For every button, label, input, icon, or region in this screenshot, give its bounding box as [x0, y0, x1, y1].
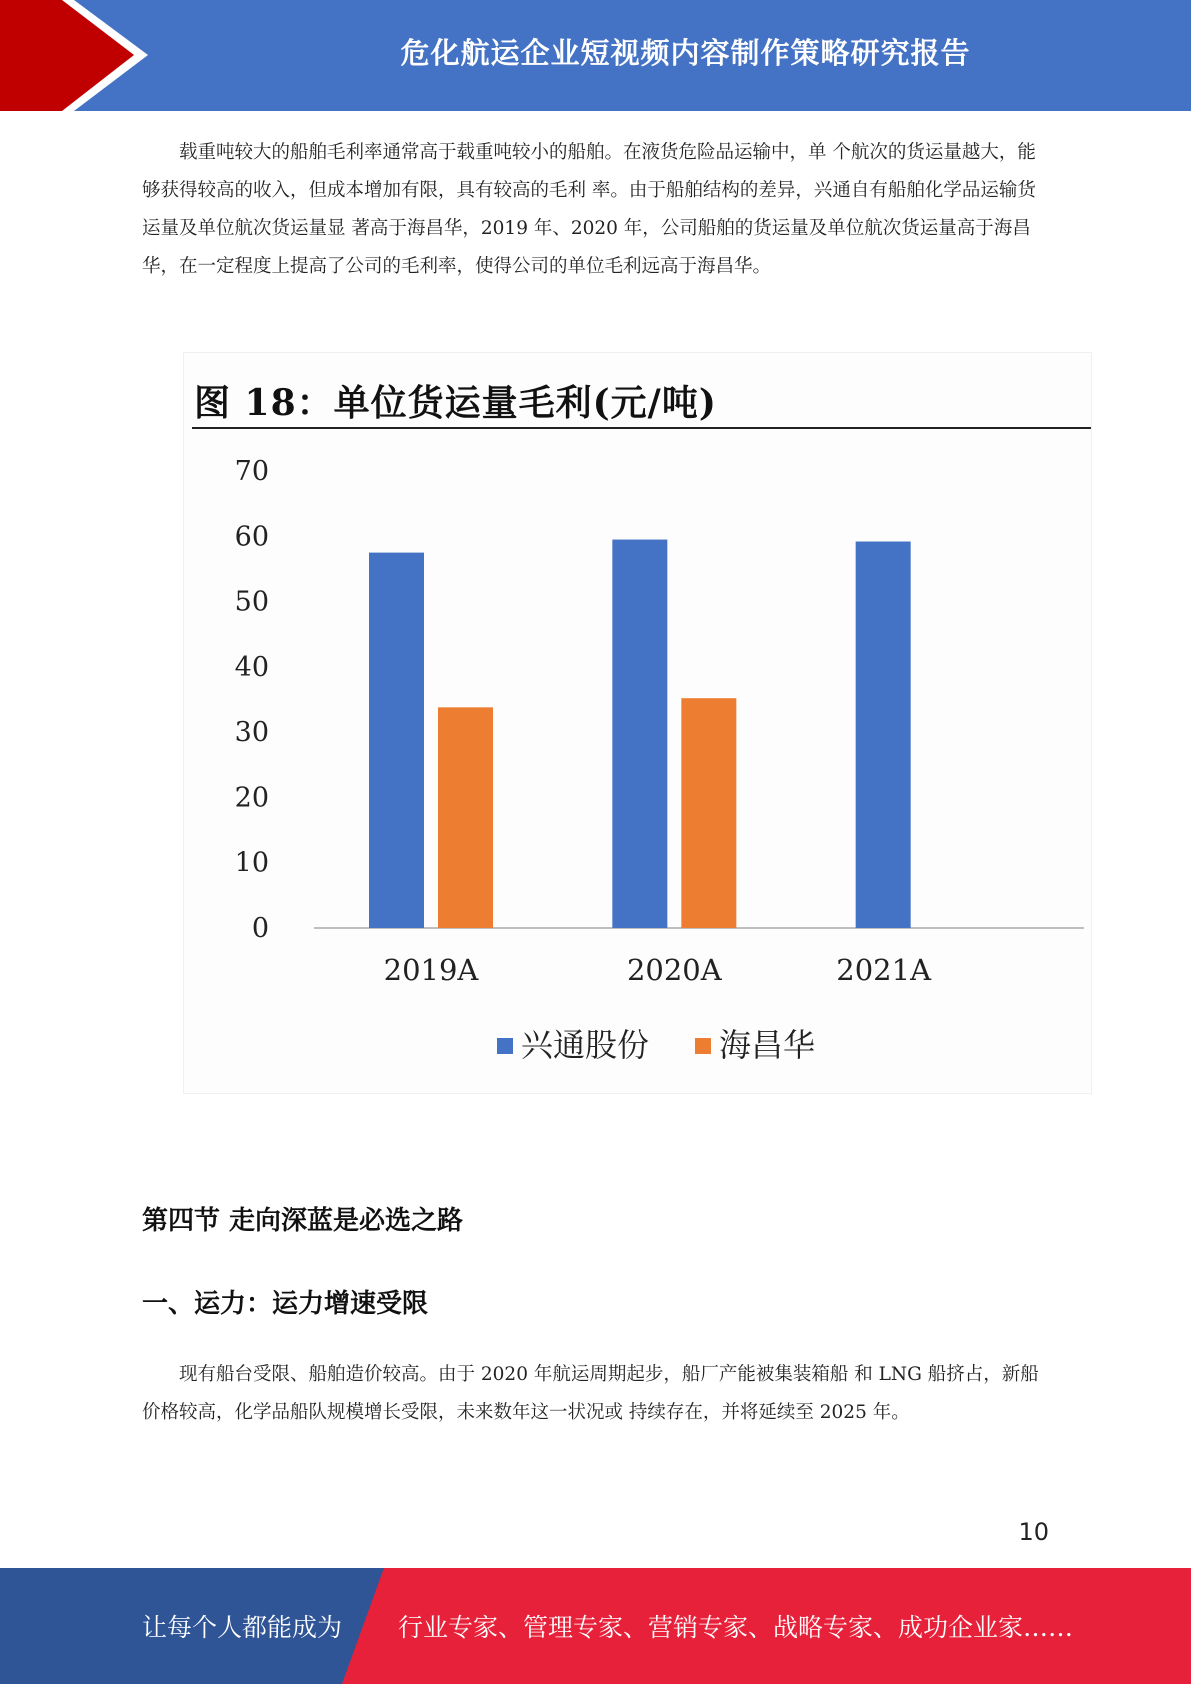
bar-haichanghua-2020A [681, 698, 736, 928]
bar-haichanghua-2019A [438, 707, 493, 928]
body-paragraph-1: 载重吨较大的船舶毛利率通常高于载重吨较小的船舶。在液货危险品运输中，单 个航次的货运量越大，能够获得较高的收入，但成本增加有限，具有较高的毛利 率。由于船舶结构的差异，兴通自有船舶化学品运输货运量及单位航次货运量显 著高于海昌华，2019 年、2020 年，公司船舶的货运量及单位航次货运量高于海昌 华，在一定程度上提高了公司的毛利率，使得公司的单位毛利远高于海昌华。 [142, 142, 1036, 277]
report-title: 危化航运企业短视频内容制作策略研究报告 [400, 35, 971, 70]
subsection-title: 一、运力：运力增速受限 [142, 1289, 429, 1319]
x-tick-label: 2019A [383, 953, 479, 987]
footer-slogan-right: 行业专家、管理专家、营销专家、战略专家、成功企业家…… [398, 1613, 1074, 1642]
bar-xingtong-2019A [369, 553, 424, 928]
header-banner [0, 0, 1191, 111]
y-tick-label: 20 [234, 782, 269, 814]
page-number: 10 [1018, 1518, 1049, 1546]
bar-chart [184, 353, 1091, 1093]
y-tick-label: 40 [234, 651, 269, 683]
bar-xingtong-2020A [612, 540, 667, 928]
y-tick-label: 10 [234, 847, 269, 879]
footer-slogan-left: 让每个人都能成为 [142, 1613, 343, 1642]
legend-label: 海昌华 [719, 1026, 816, 1064]
legend-label: 兴通股份 [521, 1026, 650, 1064]
y-tick-label: 50 [234, 586, 269, 618]
x-tick-label: 2021A [836, 953, 932, 987]
chart-title: 图 18：单位货运量毛利(元/吨) [194, 382, 717, 424]
y-tick-label: 60 [234, 521, 269, 553]
section-title: 第四节 走向深蓝是必选之路 [142, 1206, 464, 1236]
legend-swatch [695, 1038, 711, 1054]
body-paragraph-2: 现有船台受限、船舶造价较高。由于 2020 年航运周期起步，船厂产能被集装箱船 和 LNG 船挤占，新船价格较高，化学品船队规模增长受限，未来数年这一状况或 持续存在，并将延续至 2025 年。 [142, 1364, 1039, 1423]
y-tick-label: 70 [234, 456, 269, 487]
header-arrow-decoration [0, 0, 150, 111]
footer-banner [0, 1568, 1191, 1684]
y-tick-label: 30 [234, 717, 269, 749]
legend-swatch [497, 1038, 513, 1054]
x-tick-label: 2020A [626, 953, 722, 987]
bar-xingtong-2021A [856, 542, 911, 928]
y-tick-label: 0 [251, 913, 269, 944]
chart-figure [183, 352, 1092, 1094]
